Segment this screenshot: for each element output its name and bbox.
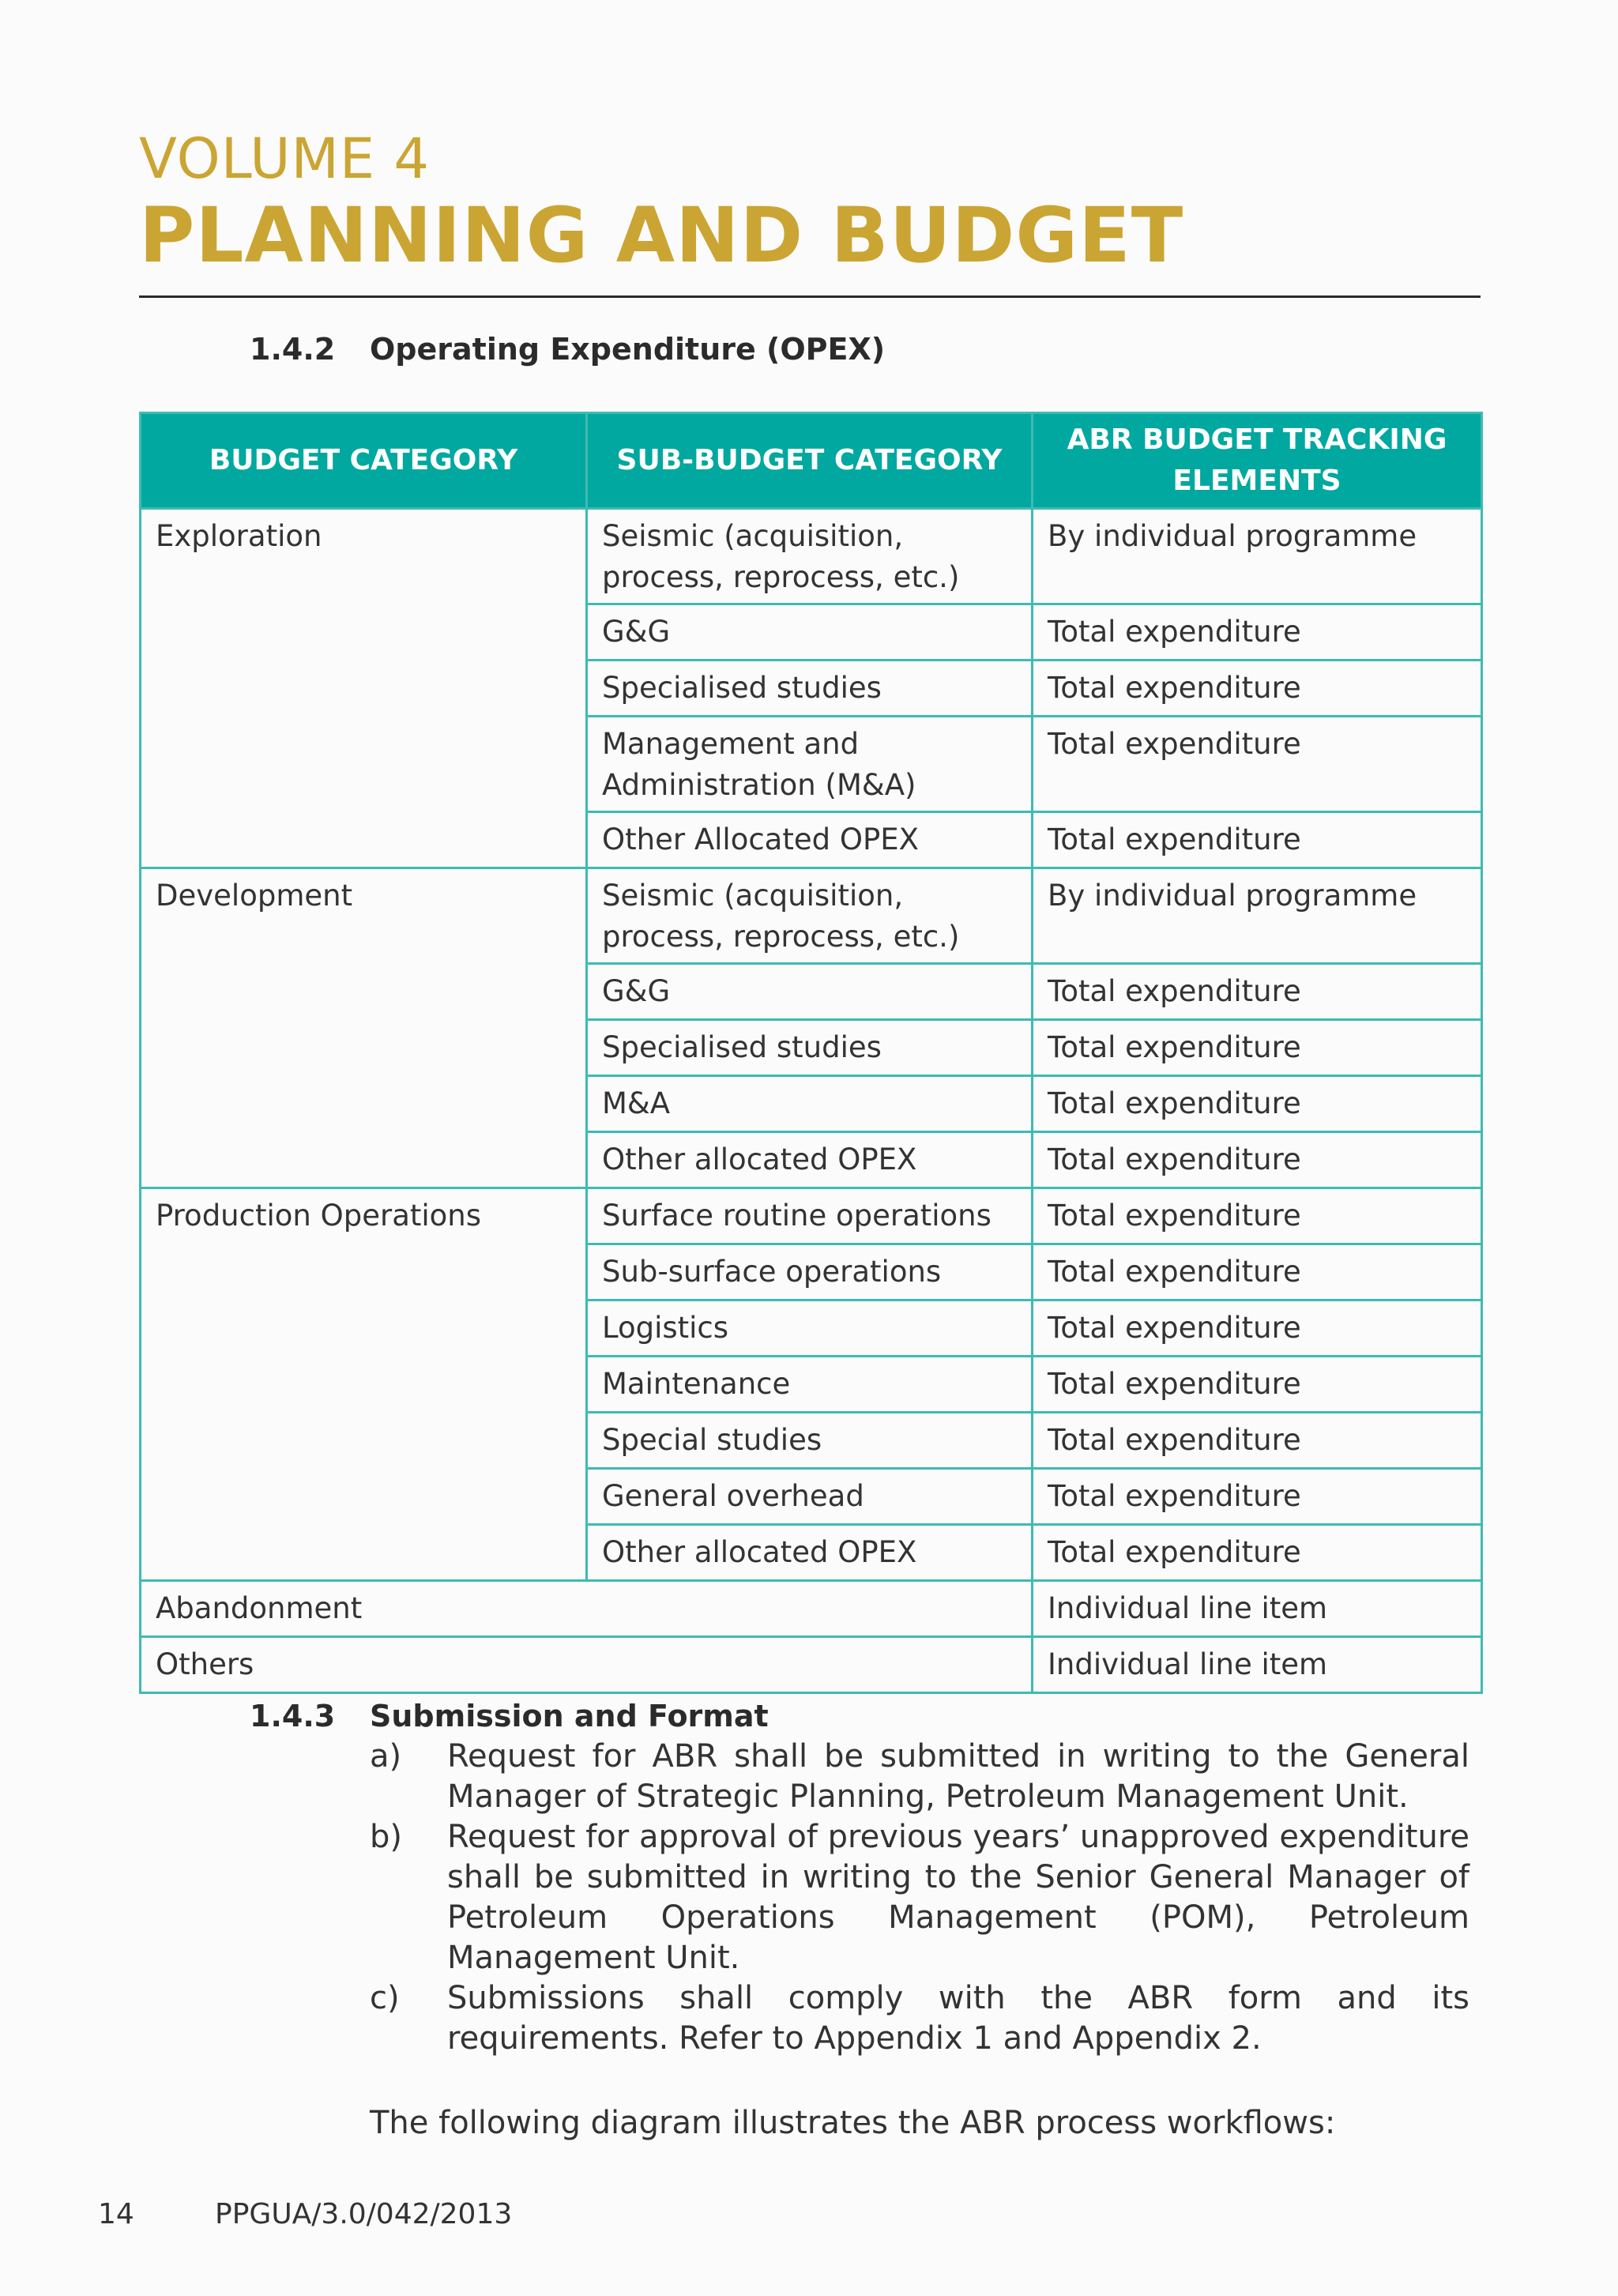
- sub-category-cell: Seismic (acquisition, process, reprocess, etc.): [587, 868, 1033, 964]
- sub-category-cell: Other allocated OPEX: [587, 1525, 1033, 1581]
- table-row: [141, 509, 1482, 604]
- table-header-row: [141, 413, 1482, 509]
- tracking-element-cell: Individual line item: [1033, 1581, 1482, 1637]
- tracking-element-cell: Total expenditure: [1033, 717, 1482, 812]
- submission-list: [370, 1737, 1469, 2059]
- sub-category-cell: Specialised studies: [587, 1020, 1033, 1076]
- closing-paragraph: The following diagram illustrates the ABR process workflows:: [370, 2105, 1336, 2141]
- sub-category-cell: Seismic (acquisition, process, reprocess, etc.): [587, 509, 1033, 604]
- tracking-element-cell: Total expenditure: [1033, 1413, 1482, 1469]
- column-header: ABR BUDGET TRACKING ELEMENTS: [1033, 413, 1482, 509]
- section-heading: Operating Expenditure (OPEX): [370, 332, 886, 367]
- tracking-element-cell: Total expenditure: [1033, 1188, 1482, 1244]
- sub-category-cell: Sub-surface operations: [587, 1244, 1033, 1300]
- tracking-element-cell: Total expenditure: [1033, 1469, 1482, 1525]
- column-header: BUDGET CATEGORY: [141, 413, 587, 509]
- list-item: [370, 1817, 1469, 1978]
- list-item-label: c): [370, 1980, 400, 2016]
- tracking-element-cell: Total expenditure: [1033, 1244, 1482, 1300]
- sub-category-cell: Management and Administration (M&A): [587, 717, 1033, 812]
- table-row: [141, 1581, 1482, 1637]
- tracking-element-cell: Total expenditure: [1033, 1020, 1482, 1076]
- page-number: 14: [98, 2198, 134, 2230]
- tracking-element-cell: Individual line item: [1033, 1637, 1482, 1693]
- sub-category-cell: G&G: [587, 604, 1033, 661]
- page-title: PLANNING AND BUDGET: [139, 191, 1184, 280]
- tracking-element-cell: Total expenditure: [1033, 1357, 1482, 1413]
- column-header: SUB-BUDGET CATEGORY: [587, 413, 1033, 509]
- sub-category-cell: General overhead: [587, 1469, 1033, 1525]
- section-number: 1.4.3: [250, 1699, 336, 1733]
- list-item-text: Request for ABR shall be submitted in writing to the General Manager of Strategic Planning, Petroleum Management Unit.: [447, 1738, 1469, 1815]
- sub-category-cell: Maintenance: [587, 1357, 1033, 1413]
- sub-category-cell: Other Allocated OPEX: [587, 812, 1033, 868]
- tracking-element-cell: Total expenditure: [1033, 1525, 1482, 1581]
- title-divider: [139, 295, 1481, 298]
- document-code: PPGUA/3.0/042/2013: [215, 2198, 513, 2230]
- list-item-text: Submissions shall comply with the ABR form and its requirements. Refer to Appendix 1 and Appendix 2.: [447, 1980, 1469, 2057]
- table-row: [141, 1188, 1482, 1244]
- sub-category-cell: G&G: [587, 964, 1033, 1020]
- budget-category-cell: Abandonment: [141, 1581, 1033, 1637]
- sub-category-cell: Other allocated OPEX: [587, 1132, 1033, 1188]
- budget-category-cell: Development: [141, 868, 587, 1188]
- tracking-element-cell: By individual programme: [1033, 509, 1482, 604]
- sub-category-cell: Specialised studies: [587, 661, 1033, 717]
- tracking-element-cell: By individual programme: [1033, 868, 1482, 964]
- list-item-label: a): [370, 1738, 402, 1775]
- tracking-element-cell: Total expenditure: [1033, 604, 1482, 661]
- sub-category-cell: Surface routine operations: [587, 1188, 1033, 1244]
- section-number: 1.4.2: [250, 332, 336, 367]
- table-row: [141, 868, 1482, 964]
- table-row: [141, 1637, 1482, 1693]
- tracking-element-cell: Total expenditure: [1033, 812, 1482, 868]
- sub-category-cell: Special studies: [587, 1413, 1033, 1469]
- sub-category-cell: Logistics: [587, 1300, 1033, 1357]
- sub-category-cell: M&A: [587, 1076, 1033, 1132]
- list-item-label: b): [370, 1819, 402, 1855]
- tracking-element-cell: Total expenditure: [1033, 1132, 1482, 1188]
- volume-label: VOLUME 4: [139, 126, 430, 191]
- tracking-element-cell: Total expenditure: [1033, 964, 1482, 1020]
- budget-category-cell: Exploration: [141, 509, 587, 868]
- tracking-element-cell: Total expenditure: [1033, 1300, 1482, 1357]
- opex-table: [139, 412, 1483, 1694]
- tracking-element-cell: Total expenditure: [1033, 1076, 1482, 1132]
- list-item-text: Request for approval of previous years’ unapproved expenditure shall be submitted in writing to the Senior General Manager of Petroleum Operations Management (POM), Petroleum Management Unit.: [447, 1819, 1469, 1976]
- section-heading: Submission and Format: [370, 1699, 769, 1733]
- budget-category-cell: Production Operations: [141, 1188, 587, 1581]
- list-item: [370, 1978, 1469, 2059]
- budget-category-cell: Others: [141, 1637, 1033, 1693]
- list-item: [370, 1737, 1469, 1817]
- tracking-element-cell: Total expenditure: [1033, 661, 1482, 717]
